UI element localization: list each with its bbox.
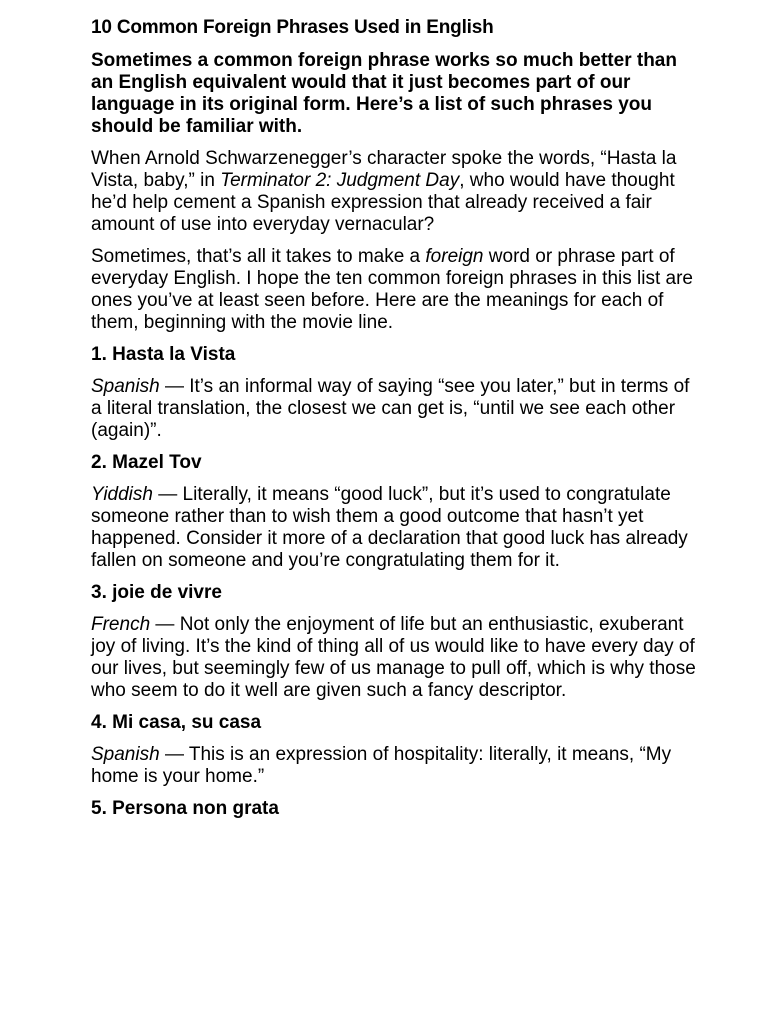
phrase-heading-2: 2. Mazel Tov [91, 452, 202, 473]
phrase-language-3: French [91, 614, 151, 635]
phrase-language-1: Spanish [91, 376, 160, 397]
intro1-text-b: , who would have thought he’d help cement a Spanish expression that already received a fair amount of use into everyday vernacular? [91, 170, 675, 235]
phrase-text-1: — It’s an informal way of saying “see you later,” but in terms of a literal translation, the closest we can get is, “until we see each other (again)”. [91, 376, 690, 441]
intro1-text-a: When Arnold Schwarzenegger’s character spoke the words, “Hasta la Vista, baby,” in [91, 148, 677, 191]
intro2-emphasis: foreign [425, 246, 484, 267]
phrase-language-4: Spanish [91, 744, 160, 765]
phrase-text-2: — Literally, it means “good luck”, but it’s used to congratulate someone rather than to wish them a good outcome that hasn’t yet happened. Consider it more of a declaration that good luck has already fallen on someone and you’re congratulating them for it. [91, 484, 688, 571]
phrase-text-3: — Not only the enjoyment of life but an enthusiastic, exuberant joy of living. It’s the kind of thing all of us would like to have every day of our lives, but seemingly few of us manage to pull off, which is why those who seem to do it well are given such a fancy descriptor. [91, 614, 696, 701]
intro2-text-a: Sometimes, that’s all it takes to make a [91, 246, 426, 267]
intro-paragraph-1 [91, 148, 701, 236]
phrase-definition-2 [91, 484, 701, 572]
intro2-text-b: word or phrase part of everyday English. I hope the ten common foreign phrases in this list are ones you’ve at least seen before. Here are the meanings for each of them, beginning with the movie line. [91, 246, 693, 333]
phrase-definition-1 [91, 376, 701, 442]
phrase-heading-4: 4. Mi casa, su casa [91, 712, 262, 733]
intro-paragraph-2 [91, 246, 701, 334]
phrase-heading-3: 3. joie de vivre [91, 582, 222, 603]
phrase-heading-5: 5. Persona non grata [91, 798, 279, 819]
document-page [91, 16, 701, 830]
phrase-definition-3 [91, 614, 701, 702]
phrase-definition-4 [91, 744, 701, 788]
phrase-text-4: — This is an expression of hospitality: literally, it means, “My home is your home.” [91, 744, 672, 787]
film-title: Terminator 2: Judgment Day [220, 170, 460, 191]
phrase-heading-1: 1. Hasta la Vista [91, 344, 236, 365]
lead-paragraph: Sometimes a common foreign phrase works so much better than an English equivalent would that it just becomes part of our language in its original form. Here’s a list of such phrases you should be familiar with. [91, 50, 677, 137]
document-title: 10 Common Foreign Phrases Used in English [91, 17, 494, 38]
phrase-language-2: Yiddish [91, 484, 153, 505]
